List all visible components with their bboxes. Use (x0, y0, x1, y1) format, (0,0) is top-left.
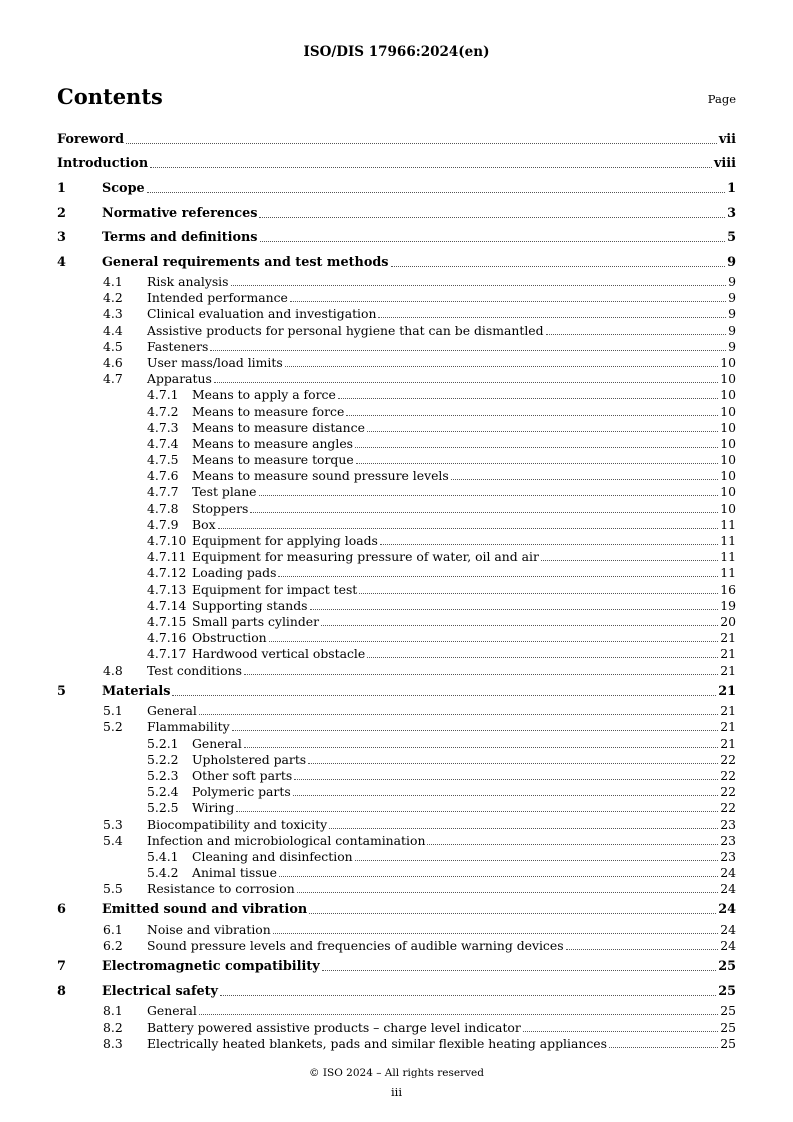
toc-entry-number: 4.7.7 (147, 484, 179, 500)
toc-entry[interactable] (57, 306, 736, 322)
toc-entry[interactable] (57, 630, 736, 646)
dot-leader (214, 371, 718, 383)
toc-entry-number: 5.2.5 (147, 800, 179, 816)
toc-entry-page: 3 (726, 202, 736, 226)
toc-entry-number: 8 (57, 983, 66, 999)
toc-entry-label: Materials (102, 680, 171, 704)
toc-entry-page: 5 (726, 226, 736, 250)
toc-entry-label: Other soft parts (192, 767, 293, 783)
toc-entry[interactable] (57, 452, 736, 468)
toc-entry-label: Means to measure sound pressure levels (192, 468, 449, 484)
toc-entry-label: Noise and vibration (147, 921, 271, 937)
toc-entry-page: 9 (728, 338, 736, 354)
toc-entry[interactable] (57, 436, 736, 452)
toc-entry-label: Means to apply a force (192, 387, 336, 403)
toc-entry-label: Test conditions (147, 662, 242, 678)
toc-entry-page: 21 (720, 662, 736, 678)
toc-entry[interactable] (57, 226, 736, 250)
dot-leader (329, 817, 718, 829)
toc-entry-label: Fasteners (147, 338, 209, 354)
toc-entry-number: 4.7.13 (147, 581, 187, 597)
dot-leader (147, 177, 725, 193)
toc-entry[interactable] (57, 371, 736, 387)
toc-entry-label: Stoppers (192, 500, 249, 516)
toc-entry-label: Infection and microbiological contamination (147, 832, 426, 848)
toc-entry-page: 11 (720, 549, 736, 565)
toc-entry-label: Flammability (147, 719, 230, 735)
dot-leader (218, 517, 719, 529)
toc-entry-number: 4.7.16 (147, 630, 187, 646)
document-header: ISO/DIS 17966:2024(en) (303, 44, 490, 60)
toc-entry-number: 5.5 (103, 881, 123, 897)
toc-entry-page: 23 (720, 832, 736, 848)
toc-entry-number: 4.1 (103, 274, 123, 289)
toc-entry-page: 24 (717, 898, 736, 922)
toc-entry[interactable] (57, 736, 736, 752)
toc-entry-number: 4 (57, 254, 66, 270)
toc-entry-label: General (192, 735, 242, 751)
page-number: iii (390, 1085, 403, 1099)
toc-entry[interactable] (57, 1036, 736, 1052)
toc-entry[interactable] (57, 501, 736, 517)
toc-entry-label: User mass/load limits (147, 354, 283, 370)
toc-entry-number: 5.4.2 (147, 865, 179, 881)
toc-entry-page: 10 (720, 371, 736, 387)
toc-entry-number: 4.2 (103, 290, 123, 306)
dot-leader (199, 1003, 718, 1015)
toc-entry-label: Obstruction (192, 630, 267, 646)
toc-entry-label: Introduction (57, 152, 149, 176)
toc-entry-label: Box (192, 516, 216, 532)
toc-entry-number: 5.1 (103, 703, 123, 719)
toc-entry-page: 10 (720, 403, 736, 419)
toc-entry-number: 4.7.11 (147, 549, 187, 565)
toc-entry[interactable] (57, 549, 736, 565)
dot-leader (310, 598, 719, 610)
dot-leader (367, 420, 718, 432)
page-title: Contents (57, 84, 163, 109)
dot-leader (294, 768, 718, 780)
copyright-footer: © ISO 2024 – All rights reserved (309, 1067, 484, 1079)
toc-entry-page: 19 (720, 597, 736, 613)
toc-entry-number: 6.2 (103, 938, 123, 954)
toc-entry[interactable] (57, 484, 736, 500)
toc-entry-number: 4.6 (103, 354, 123, 370)
dot-leader (244, 736, 718, 748)
dot-leader (290, 290, 726, 302)
toc-entry-label: Small parts cylinder (192, 613, 320, 629)
dot-leader (322, 955, 716, 971)
toc-entry-number: 4.7.15 (147, 613, 187, 629)
dot-leader (338, 387, 718, 399)
toc-entry[interactable] (57, 1020, 736, 1036)
toc-entry-page: 11 (720, 516, 736, 532)
toc-entry-number: 4.7.14 (147, 597, 187, 613)
toc-entry[interactable] (57, 800, 736, 816)
toc-entry[interactable] (57, 703, 736, 719)
toc-entry-label: Animal tissue (192, 865, 277, 881)
toc-entry-page: 21 (720, 735, 736, 751)
toc-entry-page: 10 (720, 419, 736, 435)
toc-entry[interactable] (57, 980, 736, 1004)
dot-leader (279, 865, 718, 877)
toc-entry-number: 4.5 (103, 338, 123, 354)
dot-leader (210, 339, 726, 351)
dot-leader (427, 833, 718, 845)
toc-entry-page: 21 (717, 680, 736, 704)
toc-entry[interactable] (57, 784, 736, 800)
toc-entry[interactable] (57, 582, 736, 598)
toc-entry-page: 11 (720, 533, 736, 548)
dot-leader (523, 1020, 718, 1032)
toc-entry[interactable] (57, 274, 736, 290)
toc-entry[interactable] (57, 468, 736, 484)
toc-entry-label: Biocompatibility and toxicity (147, 816, 328, 832)
toc-entry-label: General (147, 703, 197, 719)
dot-leader (546, 323, 727, 335)
toc-entry[interactable] (57, 614, 736, 630)
toc-entry-number: 8.3 (103, 1035, 123, 1051)
toc-entry[interactable] (57, 128, 736, 152)
toc-entry-number: 6 (57, 902, 66, 918)
toc-entry-page: 10 (720, 452, 736, 468)
toc-entry-page: 25 (717, 955, 736, 979)
toc-entry-label: Means to measure torque (192, 452, 354, 468)
toc-entry-page: 21 (720, 719, 736, 735)
toc-entry-label: Sound pressure levels and frequencies of audible warning devices (147, 938, 564, 954)
toc-entry-number: 4.3 (103, 306, 123, 322)
dot-leader (308, 752, 718, 764)
dot-leader (199, 703, 718, 715)
toc-entry-number: 1 (57, 181, 66, 196)
toc-entry-number: 5.2 (103, 719, 123, 735)
toc-entry-page: 21 (720, 646, 736, 662)
dot-leader (356, 452, 719, 464)
toc-entry-page: 24 (720, 938, 736, 954)
toc-entry[interactable] (57, 865, 736, 881)
toc-entry-page: 9 (726, 251, 736, 275)
dot-leader (273, 922, 718, 934)
toc-entry-number: 6.1 (103, 921, 123, 937)
toc-entry-number: 4.7.6 (147, 468, 179, 484)
toc-entry-number: 5.2.4 (147, 784, 179, 800)
toc-entry[interactable] (57, 881, 736, 897)
dot-leader (260, 226, 726, 242)
toc-entry-label: Hardwood vertical obstacle (192, 646, 366, 662)
toc-entry[interactable] (57, 404, 736, 420)
dot-leader (259, 202, 725, 218)
table-of-contents (57, 128, 736, 1052)
toc-entry-label: Polymeric parts (192, 784, 291, 800)
toc-entry-label: Terms and definitions (102, 226, 259, 250)
toc-entry-label: Equipment for applying loads (192, 533, 378, 548)
toc-entry-label: Means to measure distance (192, 419, 365, 435)
toc-entry-page: 1 (726, 177, 736, 201)
toc-entry[interactable] (57, 817, 736, 833)
toc-entry-page: 22 (720, 751, 736, 767)
toc-entry-label: Foreword (57, 128, 125, 152)
toc-entry-number: 4.7.5 (147, 452, 179, 468)
toc-entry[interactable] (57, 387, 736, 403)
toc-entry-page: 21 (720, 630, 736, 646)
toc-entry[interactable] (57, 517, 736, 533)
dot-leader (321, 614, 718, 626)
toc-entry-page: 10 (720, 354, 736, 370)
toc-entry-page: 10 (720, 500, 736, 516)
toc-entry-label: Risk analysis (147, 274, 229, 289)
toc-entry[interactable] (57, 646, 736, 662)
dot-leader (259, 484, 719, 496)
toc-entry-page: 24 (720, 921, 736, 937)
dot-leader (278, 565, 718, 577)
toc-entry-page: 10 (720, 484, 736, 500)
dot-leader (451, 468, 718, 480)
toc-entry[interactable] (57, 898, 736, 922)
dot-leader (293, 784, 719, 796)
toc-entry-page: 21 (720, 703, 736, 719)
dot-leader (566, 938, 719, 950)
dot-leader (367, 646, 718, 658)
toc-entry-number: 4.7.2 (147, 403, 179, 419)
toc-entry-page: 25 (720, 1035, 736, 1051)
toc-entry-label: Electromagnetic compatibility (102, 955, 321, 979)
toc-entry-page: 11 (720, 565, 736, 581)
toc-entry-number: 5 (57, 683, 66, 699)
toc-entry-page: 20 (720, 613, 736, 629)
toc-entry-label: Loading pads (192, 565, 277, 581)
dot-leader (378, 306, 726, 318)
toc-entry-label: Wiring (192, 800, 235, 816)
toc-entry[interactable] (57, 598, 736, 614)
toc-entry-number: 4.8 (103, 662, 123, 678)
toc-entry-page: 25 (720, 1019, 736, 1035)
toc-entry[interactable] (57, 938, 736, 954)
dot-leader (236, 800, 718, 812)
toc-entry-label: Supporting stands (192, 597, 308, 613)
toc-entry-number: 4.4 (103, 322, 123, 338)
toc-entry[interactable] (57, 251, 736, 275)
toc-entry-page: 24 (720, 865, 736, 881)
dot-leader (126, 128, 717, 144)
toc-entry-number: 4.7.3 (147, 419, 179, 435)
dot-leader (355, 849, 719, 861)
dot-leader (172, 680, 716, 696)
toc-entry-label: Electrically heated blankets, pads and similar flexible heating appliances (147, 1035, 607, 1051)
page-column-label: Page (707, 92, 736, 106)
toc-entry-label: Clinical evaluation and investigation (147, 306, 377, 322)
dot-leader (269, 630, 719, 642)
toc-entry-number: 4.7.9 (147, 516, 179, 532)
toc-entry-page: 25 (717, 980, 736, 1004)
toc-entry[interactable] (57, 1003, 736, 1019)
toc-entry[interactable] (57, 922, 736, 938)
toc-entry[interactable] (57, 719, 736, 735)
toc-entry-label: Intended performance (147, 290, 288, 306)
toc-entry-number: 5.2.1 (147, 735, 179, 751)
toc-entry-page: 23 (720, 816, 736, 832)
toc-entry-label: Means to measure angles (192, 435, 354, 451)
dot-leader (346, 404, 718, 416)
toc-entry-page: vii (718, 128, 736, 152)
toc-entry-page: 22 (720, 784, 736, 800)
toc-entry-label: Emitted sound and vibration (102, 898, 308, 922)
toc-entry-page: 9 (728, 306, 736, 322)
dot-leader (609, 1036, 718, 1048)
toc-entry-page: 10 (720, 468, 736, 484)
toc-entry-page: 10 (720, 435, 736, 451)
toc-entry-label: Battery powered assistive products – charge level indicator (147, 1019, 521, 1035)
toc-entry-label: Apparatus (147, 371, 212, 387)
toc-entry-label: General requirements and test methods (102, 251, 390, 275)
toc-entry[interactable] (57, 355, 736, 371)
toc-entry-number: 5.2.2 (147, 751, 179, 767)
toc-entry[interactable] (57, 955, 736, 979)
dot-leader (380, 533, 718, 545)
toc-entry[interactable] (57, 323, 736, 339)
toc-entry-number: 4.7 (103, 371, 123, 387)
toc-entry-page: 16 (720, 581, 736, 597)
toc-entry-number: 5.4 (103, 832, 123, 848)
toc-entry-page: 23 (720, 848, 736, 864)
toc-entry[interactable] (57, 565, 736, 581)
toc-entry[interactable] (57, 290, 736, 306)
toc-entry-label: Upholstered parts (192, 751, 307, 767)
toc-entry[interactable] (57, 833, 736, 849)
toc-entry[interactable] (57, 849, 736, 865)
toc-entry-label: Normative references (102, 202, 258, 226)
toc-entry-number: 3 (57, 230, 66, 245)
toc-entry[interactable] (57, 768, 736, 784)
toc-entry[interactable] (57, 420, 736, 436)
toc-entry-label: General (147, 1003, 197, 1019)
toc-entry-page: 25 (720, 1003, 736, 1019)
dot-leader (309, 898, 716, 914)
toc-entry-number: 4.7.1 (147, 387, 179, 403)
toc-entry-number: 4.7.10 (147, 533, 187, 548)
toc-entry-page: 9 (728, 290, 736, 306)
dot-leader (541, 549, 718, 561)
toc-entry-number: 4.7.17 (147, 646, 187, 662)
dot-leader (359, 582, 718, 594)
dot-leader (285, 355, 719, 367)
toc-entry[interactable] (57, 533, 736, 549)
toc-entry-page: 22 (720, 767, 736, 783)
toc-entry-page: viii (713, 152, 736, 176)
dot-leader (231, 274, 727, 286)
toc-entry-number: 4.7.4 (147, 435, 179, 451)
toc-entry-number: 7 (57, 959, 66, 975)
toc-entry-page: 10 (720, 387, 736, 403)
toc-entry-number: 4.7.8 (147, 500, 179, 516)
toc-entry-label: Scope (102, 177, 146, 201)
toc-entry-number: 5.4.1 (147, 848, 179, 864)
toc-entry-number: 5.3 (103, 816, 123, 832)
toc-entry-label: Assistive products for personal hygiene that can be dismantled (147, 322, 544, 338)
dot-leader (232, 719, 719, 731)
toc-entry-label: Electrical safety (102, 980, 219, 1004)
toc-entry[interactable] (57, 752, 736, 768)
toc-entry-label: Cleaning and disinfection (192, 848, 353, 864)
toc-entry-label: Means to measure force (192, 403, 345, 419)
toc-entry-page: 9 (728, 274, 736, 289)
dot-leader (150, 152, 712, 168)
toc-entry-number: 2 (57, 205, 66, 221)
toc-entry-page: 9 (728, 322, 736, 338)
toc-entry-number: 8.2 (103, 1019, 123, 1035)
dot-leader (355, 436, 718, 448)
toc-entry-label: Equipment for impact test (192, 581, 358, 597)
dot-leader (220, 980, 716, 996)
toc-entry[interactable] (57, 152, 736, 176)
toc-entry-number: 5.2.3 (147, 767, 179, 783)
toc-entry-label: Equipment for measuring pressure of water, oil and air (192, 549, 539, 565)
toc-entry[interactable] (57, 680, 736, 704)
toc-entry-number: 4.7.12 (147, 565, 187, 581)
toc-entry[interactable] (57, 202, 736, 226)
toc-entry-number: 8.1 (103, 1003, 123, 1019)
dot-leader (250, 501, 718, 513)
toc-entry-page: 22 (720, 800, 736, 816)
toc-entry-label: Resistance to corrosion (147, 881, 295, 897)
dot-leader (244, 663, 718, 675)
toc-entry-label: Test plane (192, 484, 257, 500)
dot-leader (297, 881, 718, 893)
toc-entry-page: 24 (720, 881, 736, 897)
toc-entry[interactable] (57, 177, 736, 201)
toc-entry[interactable] (57, 663, 736, 679)
dot-leader (391, 251, 726, 267)
toc-entry[interactable] (57, 339, 736, 355)
